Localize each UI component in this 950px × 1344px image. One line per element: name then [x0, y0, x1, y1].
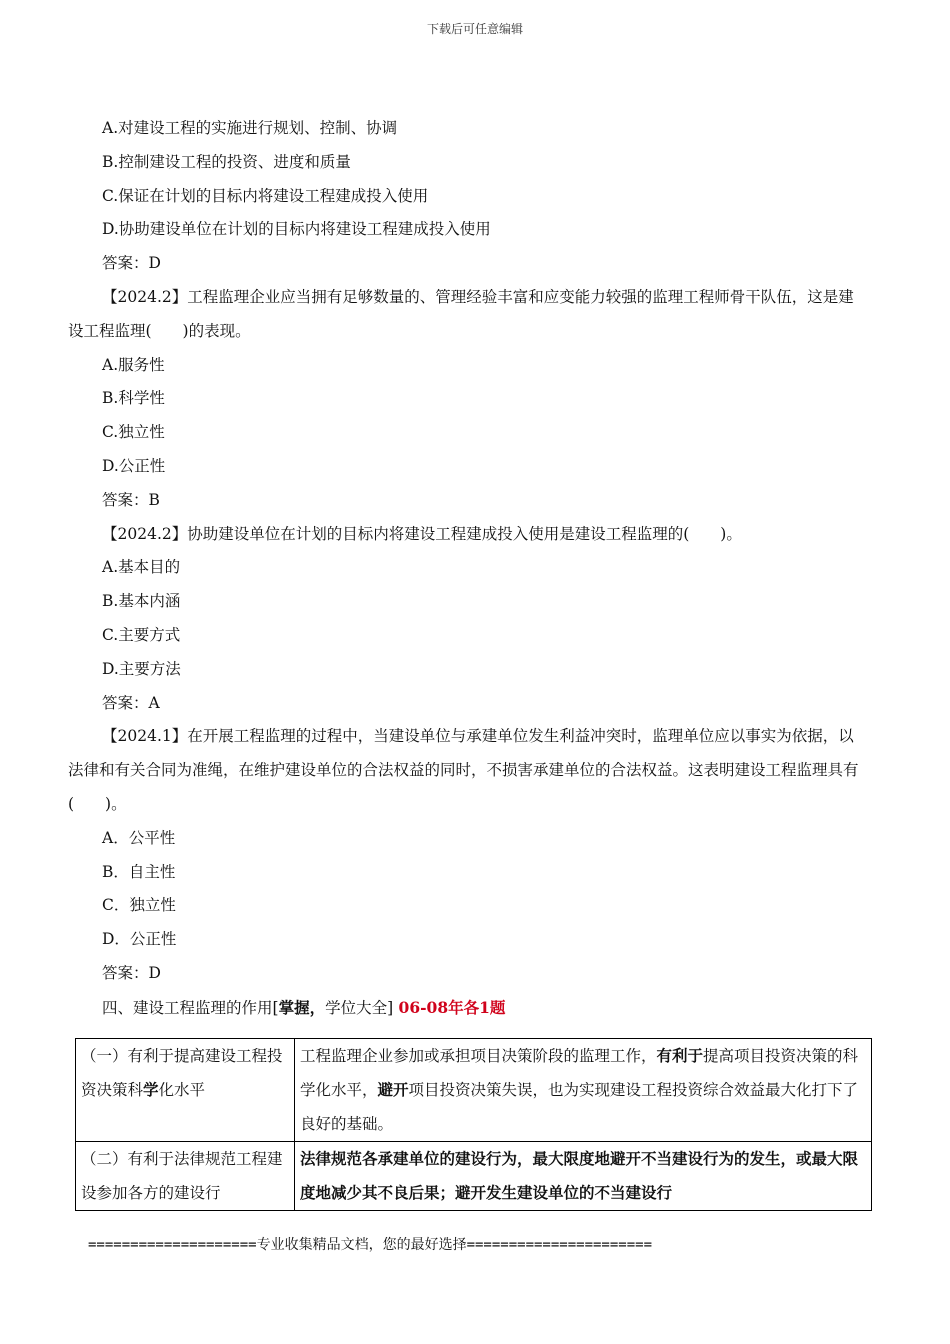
table-cell-left: （二）有利于法律规范工程建设参加各方的建设行 — [76, 1142, 295, 1211]
text-line: D.主要方法 — [102, 659, 181, 678]
text-line: A.对建设工程的实施进行规划、控制、协调 — [102, 119, 398, 137]
cell-text-segment: 有利于 — [656, 1046, 704, 1065]
section-prefix: 四、建设工程监理的作用[ — [102, 998, 279, 1017]
text-line: B.科学性 — [102, 389, 165, 408]
text-line: 答案：D — [102, 963, 161, 982]
text-line: D．公正性 — [102, 930, 177, 949]
table-cell-left: （一）有利于提高建设工程投资决策科学化水平 — [76, 1039, 295, 1142]
text-line: 【2024.1】在开展工程监理的过程中，当建设单位与承建单位发生利益冲突时，监理单位应以事实为依据，以法律和有关合同为准绳，在维护建设单位的合法权益的同时，不损害承建单位的合法权益。这表明建设工程监理具有( )。 — [68, 727, 859, 813]
page-header: 下载后可任意编辑 — [426, 22, 523, 36]
section-bold: 掌握， — [278, 997, 326, 1017]
text-line: 答案：A — [102, 693, 160, 712]
text-lines — [68, 112, 868, 991]
cell-text-segment: 提高项目投资决策的科学化水平， — [300, 1047, 859, 1099]
section-heading — [68, 991, 868, 1026]
text-line: 【2024.2】工程监理企业应当拥有足够数量的、管理经验丰富和应变能力较强的监理工程师骨干队伍，这是建设工程监理( )的表现。 — [68, 287, 854, 340]
cell-text-segment: 工程监理企业参加或承担项目决策阶段的监理工作， — [300, 1047, 657, 1065]
table-cell-right — [295, 1039, 872, 1142]
role-table — [75, 1038, 872, 1211]
document-body — [68, 112, 868, 1026]
text-line: 【2024.2】协助建设单位在计划的目标内将建设工程建成投入使用是建设工程监理的( )。 — [102, 524, 742, 543]
table-row — [76, 1039, 872, 1142]
text-line: D.协助建设单位在计划的目标内将建设工程建成投入使用 — [102, 220, 491, 239]
text-line: 答案：B — [102, 490, 160, 509]
section-exam-note: 06-08年各1题 — [393, 997, 506, 1017]
cell-text-segment: 项目投资决策失误，也为实现建设工程投资综合效益最大化打下了良好的基础。 — [300, 1081, 859, 1133]
text-line: C．独立性 — [102, 896, 176, 915]
text-line: B.控制建设工程的投资、进度和质量 — [102, 152, 351, 171]
text-line: B．自主性 — [102, 862, 176, 881]
cell-text-segment: 避开 — [377, 1080, 409, 1099]
text-line: A．公平性 — [102, 828, 176, 847]
text-line: 答案：D — [102, 254, 161, 273]
table-row — [76, 1142, 872, 1211]
text-line: B.基本内涵 — [102, 592, 181, 611]
text-line: C.主要方式 — [102, 625, 181, 644]
section-mid: 学位大全] — [325, 998, 394, 1017]
page-footer: ====================专业收集精品文档，您的最好选择====================== — [88, 1237, 653, 1253]
text-line: D.公正性 — [102, 456, 166, 475]
text-line: A.基本目的 — [102, 558, 181, 577]
text-line: C.独立性 — [102, 423, 165, 442]
text-line: A.服务性 — [102, 355, 165, 374]
text-line: C.保证在计划的目标内将建设工程建成投入使用 — [102, 186, 429, 205]
table-cell-right: 法律规范各承建单位的建设行为，最大限度地避开不当建设行为的发生，或最大限度地减少其不良后果；避开发生建设单位的不当建设行 — [295, 1142, 872, 1211]
